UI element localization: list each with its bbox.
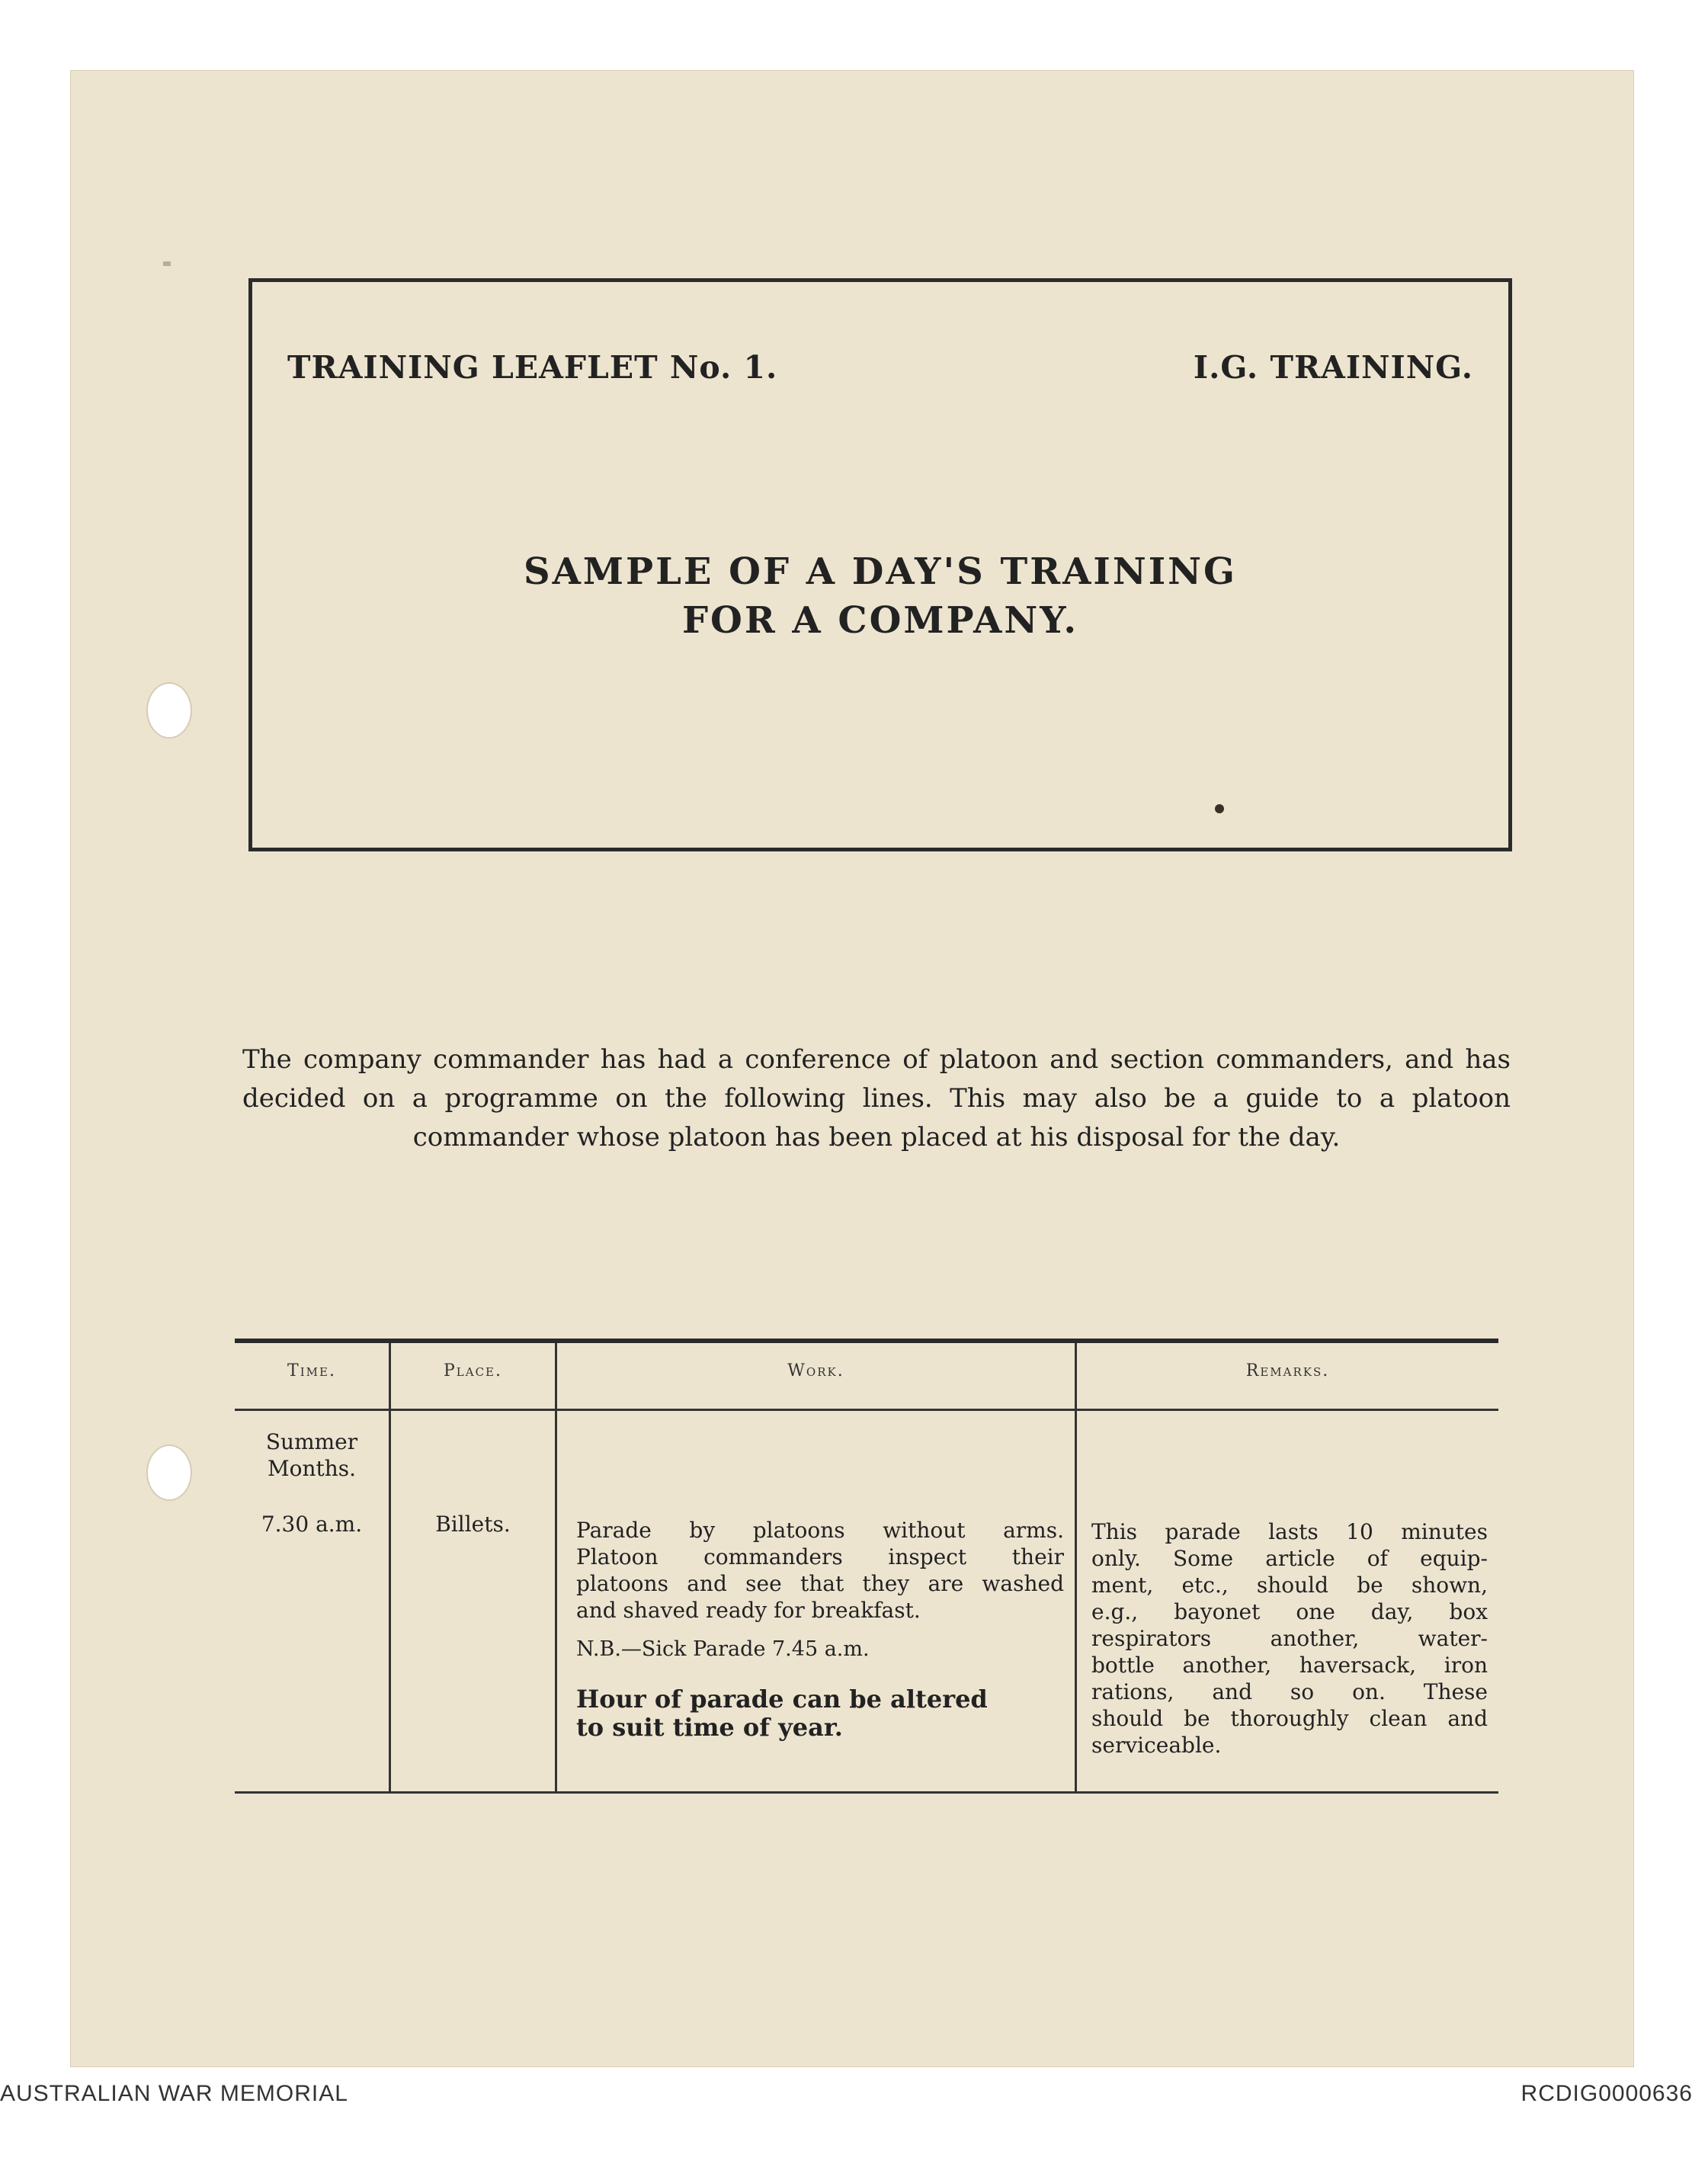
column-header-remarks: Remarks. xyxy=(1245,1361,1330,1380)
ink-speck xyxy=(1215,804,1224,813)
column-header-place: Place. xyxy=(443,1361,503,1380)
row-place: Billets. xyxy=(435,1512,511,1537)
page-title-line-1: SAMPLE OF A DAY'S TRAINING xyxy=(523,550,1238,593)
season-label xyxy=(235,1428,389,1482)
punch-hole-lower xyxy=(146,1444,192,1501)
leaflet-number: TRAINING LEAFLET No. 1. xyxy=(287,349,778,386)
remarks-line: serviceable. xyxy=(1091,1733,1222,1758)
punch-hole-upper xyxy=(146,682,192,739)
remarks-line: only. Some article of equip- xyxy=(1091,1546,1488,1571)
season-line: Summer xyxy=(265,1429,358,1454)
work-line: Platoon commanders inspect their xyxy=(576,1544,1064,1569)
work-emphasis xyxy=(576,1685,1064,1742)
schedule-table xyxy=(235,1339,1498,2177)
work-emphasis-line: Hour of parade can be altered xyxy=(576,1685,988,1714)
column-divider xyxy=(1075,1343,1077,1791)
column-divider xyxy=(555,1343,557,1791)
footer-institution: AUSTRALIAN WAR MEMORIAL xyxy=(0,2081,348,2106)
work-line: and shaved ready for breakfast. xyxy=(576,1598,921,1623)
intro-line: commander whose platoon has been placed at his disposal for the day. xyxy=(412,1122,1341,1153)
work-note: N.B.—Sick Parade 7.45 a.m. xyxy=(576,1637,870,1661)
title-box xyxy=(248,278,1512,851)
work-emphasis-line: to suit time of year. xyxy=(576,1713,843,1742)
remarks-line: rations, and so on. These xyxy=(1091,1679,1488,1704)
remarks-line: e.g., bayonet one day, box xyxy=(1091,1599,1488,1624)
column-divider xyxy=(389,1343,391,1791)
page-title xyxy=(252,547,1508,645)
remarks-line: should be thoroughly clean and xyxy=(1091,1706,1488,1731)
row-remarks xyxy=(1091,1518,1488,1759)
work-line: Parade by platoons without arms. xyxy=(576,1518,1064,1543)
table-rule-bottom xyxy=(235,1791,1498,1794)
remarks-line: This parade lasts 10 minutes xyxy=(1091,1519,1488,1544)
paper-mark xyxy=(163,261,171,266)
row-time: 7.30 a.m. xyxy=(261,1512,363,1537)
intro-paragraph xyxy=(242,1040,1511,1157)
page-title-line-2: FOR A COMPANY. xyxy=(681,599,1079,642)
remarks-line: bottle another, haversack, iron xyxy=(1091,1653,1488,1678)
intro-line: The company commander has had a conference of platoon and section commanders, and has xyxy=(242,1044,1511,1075)
column-header-time: Time. xyxy=(287,1361,336,1380)
footer-record-id: RCDIG0000636 xyxy=(1521,2081,1693,2106)
intro-line: decided on a programme on the following lines. This may also be a guide to a platoon xyxy=(242,1083,1511,1114)
work-line: platoons and see that they are washed xyxy=(576,1571,1064,1596)
row-work xyxy=(576,1517,1064,1624)
remarks-line: respirators another, water- xyxy=(1091,1626,1488,1651)
table-rule-header xyxy=(235,1409,1498,1411)
column-header-work: Work. xyxy=(787,1361,844,1380)
series-title: I.G. TRAINING. xyxy=(1193,349,1473,386)
table-rule-top xyxy=(235,1339,1498,1343)
season-line: Months. xyxy=(267,1456,357,1481)
remarks-line: ment, etc., should be shown, xyxy=(1091,1573,1488,1598)
